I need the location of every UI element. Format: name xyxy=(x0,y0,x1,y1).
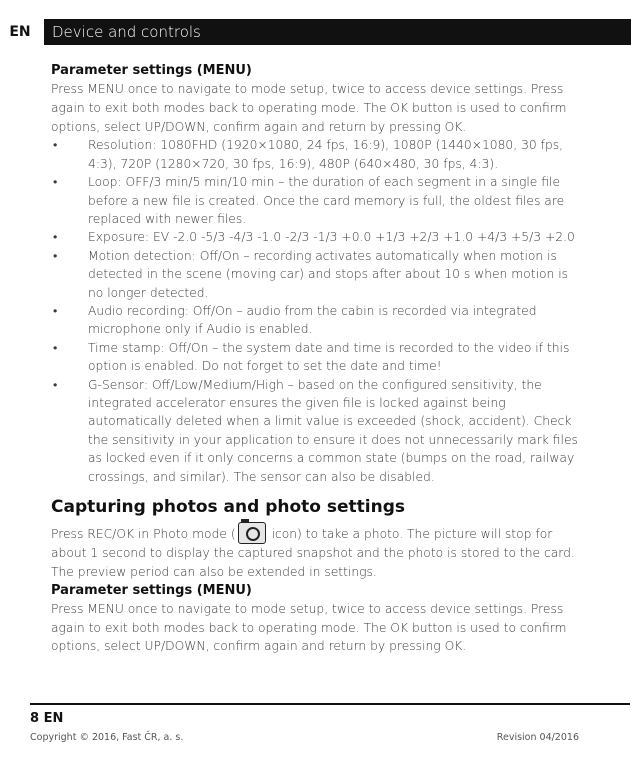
list-item: • Motion detection: Off/On – recording activates automatically when motion is detected in the scene (moving car) and stops after about 10 s when motion is no longer detected. xyxy=(53,248,569,300)
bullet-icon: • xyxy=(53,377,58,392)
camera-icon xyxy=(238,522,266,544)
page-content xyxy=(51,62,586,656)
bullet-icon: • xyxy=(53,340,58,355)
page-header xyxy=(0,18,631,46)
list-item: • G-Sensor: Off/Low/Medium/High – based on the configured sensitivity, the integrated accelerator ensures the given file is locked against being automatically deleted when a limit value is exceeded (shock, accident). Check the sensitivity in your application to ensure it does not unnecessarily mark files as locked even if it only concerns a common state (bumps on the road, railway crossings, and similar). The sensor can also be disabled. xyxy=(53,377,578,484)
list-item: • Loop: OFF/3 min/5 min/10 min – the duration of each segment in a single file before a new file is created. Once the card memory is full, the oldest files are replaced with newer files. xyxy=(53,175,565,227)
bullet-icon: • xyxy=(53,138,58,153)
list-item: • Exposure: EV -2.0 -5/3 -4/3 -1.0 -2/3 -1/3 +0.0 +1/3 +2/3 +1.0 +4/3 +5/3 +2.0 xyxy=(51,228,586,246)
bullet-icon: • xyxy=(53,230,58,245)
revision-text: Revision 04/2016 xyxy=(496,732,579,743)
footer-divider xyxy=(30,703,630,705)
language-label: EN xyxy=(9,24,31,40)
parameter-list xyxy=(51,136,586,486)
copyright-text: Copyright © 2016, Fast ČR, a. s. xyxy=(30,732,184,743)
photo-menu-paragraph: Press MENU once to navigate to mode setup, twice to access device settings. Press again to exit both modes back to operating mode. The OK button is used to confirm options, select UP/DOWN, confirm again and return by pressing OK. xyxy=(51,601,567,654)
bullet-icon: • xyxy=(53,248,58,263)
page-number: 8 EN xyxy=(30,711,64,726)
capturing-photos-heading: Capturing photos and photo settings xyxy=(51,497,405,518)
list-item: • Audio recording: Off/On – audio from the cabin is recorded via integrated microphone only if Audio is enabled. xyxy=(53,304,537,337)
bullet-icon: • xyxy=(53,304,58,319)
menu-intro-paragraph: Press MENU once to navigate to mode setup, twice to access device settings. Press again to exit both modes back to operating mode. The OK button is used to confirm options, select UP/DOWN, confirm again and return by pressing OK. xyxy=(51,82,567,134)
parameter-settings-heading: Parameter settings (MENU) xyxy=(51,63,252,78)
photo-parameter-settings-heading: Parameter settings (MENU) xyxy=(51,582,252,598)
bullet-icon: • xyxy=(53,175,58,190)
section-title-bar: Device and controls xyxy=(44,19,631,45)
list-item: • Time stamp: Off/On – the system date and time is recorded to the video if this option is enabled. Do not forget to set the date and time! xyxy=(53,340,570,374)
list-item: • Resolution: 1080FHD (1920×1080, 24 fps, 16:9), 1080P (1440×1080, 30 fps, 4:3), 720P (1280×720, 30 fps, 16:9), 480P (640×480, 30 fps, 4:3). xyxy=(53,138,564,171)
capture-instructions-paragraph: Press REC/OK in Photo mode ( icon) to take a photo. The picture will stop for about 1 second to display the captured snapshot and the photo is stored to the card. The preview period can also be extended in settings. xyxy=(51,522,586,582)
